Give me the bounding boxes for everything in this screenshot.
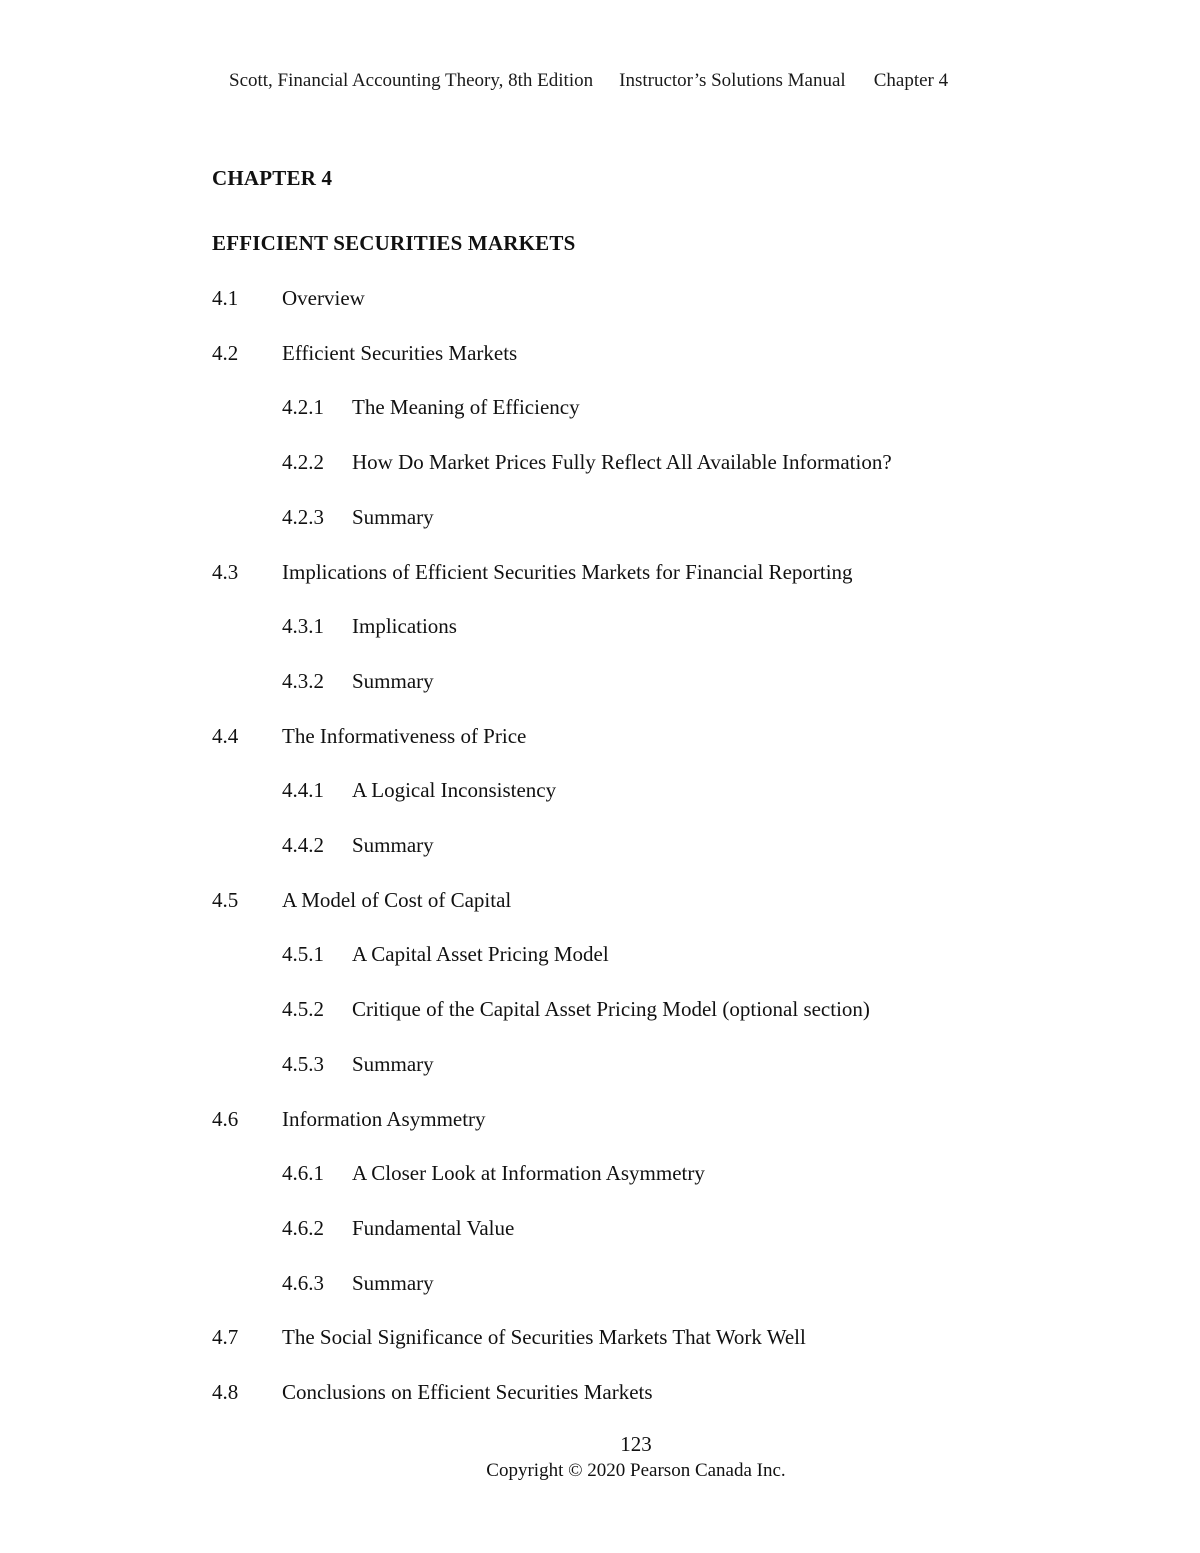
toc-entry-title: A Logical Inconsistency <box>352 778 557 802</box>
toc-entry-title: A Capital Asset Pricing Model <box>352 942 609 966</box>
toc-entry-title: Summary <box>352 505 434 529</box>
header-manual-title: Instructor’s Solutions Manual <box>619 70 846 91</box>
toc-entry-number: 4.4.1 <box>282 778 324 802</box>
copyright-notice: Copyright © 2020 Pearson Canada Inc. <box>486 1460 786 1481</box>
toc-entry-number: 4.6 <box>212 1107 239 1131</box>
toc-entry-number: 4.3 <box>212 560 239 584</box>
chapter-title: EFFICIENT SECURITIES MARKETS <box>212 231 576 255</box>
toc-entry-title: How Do Market Prices Fully Reflect All Available Information? <box>352 450 892 474</box>
toc-entry-title: A Model of Cost of Capital <box>282 888 512 912</box>
toc-entry-title: Summary <box>352 1271 434 1295</box>
toc-entry-number: 4.7 <box>212 1325 239 1349</box>
toc-entry-title: Summary <box>352 833 434 857</box>
toc-entry-number: 4.5.1 <box>282 942 324 966</box>
page-number: 123 <box>620 1432 652 1456</box>
toc-entry-number: 4.3.2 <box>282 669 324 693</box>
toc-entry-number: 4.2.1 <box>282 395 324 419</box>
toc-entry-title: The Social Significance of Securities Markets That Work Well <box>282 1325 806 1349</box>
toc-entry-number: 4.8 <box>212 1380 239 1404</box>
toc-entry-number: 4.5 <box>212 888 239 912</box>
toc-entry-number: 4.4 <box>212 724 239 748</box>
toc-entry-number: 4.6.3 <box>282 1271 324 1295</box>
toc-entry-title: Information Asymmetry <box>282 1107 486 1131</box>
header-book-title: Scott, Financial Accounting Theory, 8th Edition <box>229 70 594 91</box>
toc-entry-number: 4.6.2 <box>282 1216 324 1240</box>
toc-entry-title: Summary <box>352 1052 434 1076</box>
toc-entry-title: The Meaning of Efficiency <box>352 395 580 419</box>
chapter-label: CHAPTER 4 <box>212 166 333 190</box>
toc-entry-number: 4.2.2 <box>282 450 324 474</box>
toc-entry-number: 4.6.1 <box>282 1161 324 1185</box>
toc-entry-number: 4.5.3 <box>282 1052 324 1076</box>
toc-entry-title: Efficient Securities Markets <box>282 341 518 365</box>
running-header <box>229 70 948 92</box>
toc-entry-title: Overview <box>282 286 365 310</box>
toc-entry-number: 4.4.2 <box>282 833 324 857</box>
toc-entry-title: Fundamental Value <box>352 1216 515 1240</box>
toc-entry-title: The Informativeness of Price <box>282 724 527 748</box>
toc-entry-number: 4.5.2 <box>282 997 324 1021</box>
toc-entry-title: Conclusions on Efficient Securities Markets <box>282 1380 653 1404</box>
toc-entry-title: Implications of Efficient Securities Markets for Financial Reporting <box>282 560 853 584</box>
toc-entry-title: Implications <box>352 614 457 638</box>
toc-entry-number: 4.2 <box>212 341 239 365</box>
toc-entry-title: A Closer Look at Information Asymmetry <box>352 1161 705 1185</box>
header-chapter: Chapter 4 <box>873 70 949 91</box>
toc-entry-number: 4.3.1 <box>282 614 324 638</box>
toc-entry-title: Critique of the Capital Asset Pricing Model (optional section) <box>352 997 870 1021</box>
toc-entry-number: 4.1 <box>212 286 239 310</box>
toc-entry-number: 4.2.3 <box>282 505 324 529</box>
toc-entry-title: Summary <box>352 669 434 693</box>
